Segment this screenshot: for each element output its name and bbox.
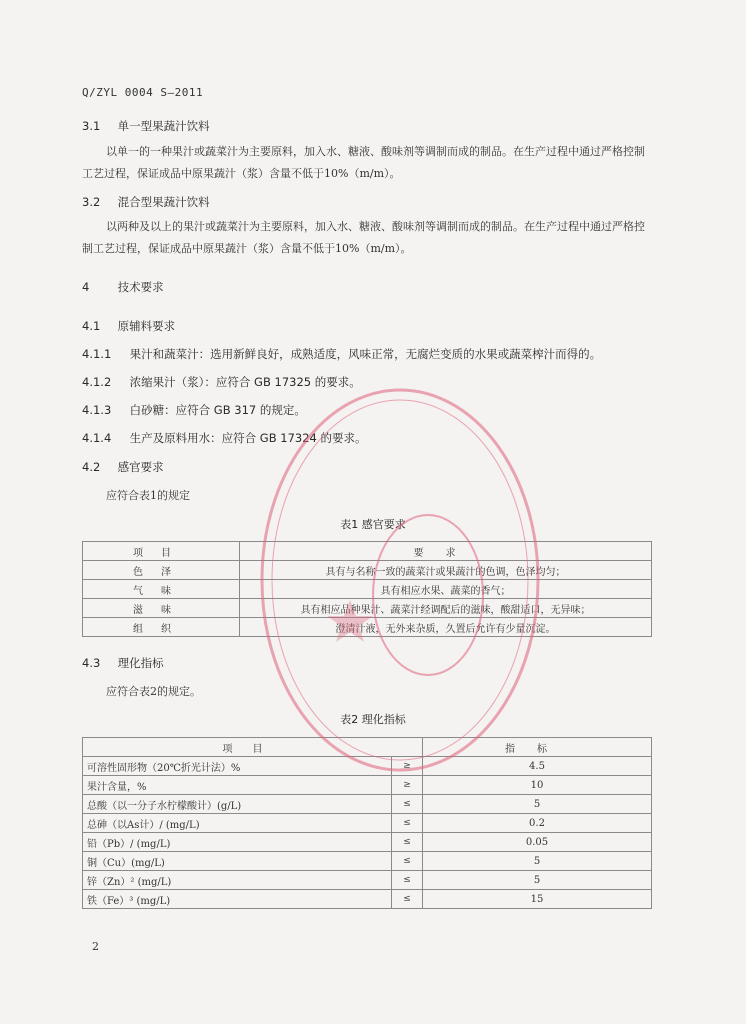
section-number: 4.1 [82, 319, 101, 333]
table-cell: 具有相应品种果汁、蔬菜汁经调配后的滋味，酸甜适口，无异味； [240, 599, 652, 618]
table-cell: 锌（Zn）² (mg/L) [83, 871, 392, 890]
table-row [83, 599, 652, 618]
table-row [83, 618, 652, 637]
section-4-2-heading [82, 459, 164, 475]
section-text: 浓缩果汁（浆）：应符合 GB 17325 的要求。 [129, 375, 361, 389]
table-2-caption: 表2 理化指标 [340, 713, 406, 726]
section-4-2-text: 应符合表1的规定 [106, 489, 190, 502]
table-cell: 色泽 [83, 561, 240, 580]
section-text: 生产及原料用水：应符合 GB 17324 的要求。 [129, 431, 367, 445]
table-cell: 组织 [83, 618, 240, 637]
table-header-cell: 项目 [83, 542, 240, 561]
section-text: 果汁和蔬菜汁：选用新鲜良好，成熟适度，风味正常，无腐烂变质的水果或蔬菜榨汁而得的。 [129, 347, 602, 361]
section-4-3-text: 应符合表2的规定。 [106, 685, 201, 698]
section-4-1-heading [82, 318, 175, 334]
table-cell: ≤ [392, 890, 423, 909]
table-cell: 具有相应水果、蔬菜的香气； [240, 580, 652, 599]
table-cell: 铁（Fe）³ (mg/L) [83, 890, 392, 909]
table-row [83, 561, 652, 580]
table-cell: 总砷（以As计）/ (mg/L) [83, 814, 392, 833]
section-number: 4.1.4 [82, 431, 112, 445]
standard-code: Q/ZYL 0004 S—2011 [82, 86, 204, 99]
section-3-1-text: 以单一的一种果汁或蔬菜汁为主要原料，加入水、糖液、酸味剂等调制而成的制品。在生产过程中通过严格控制工艺过程，保证成品中原果蔬汁（浆）含量不低于10%（m/m）。 [82, 145, 645, 180]
table-cell: ≤ [392, 795, 423, 814]
table-row [83, 757, 652, 776]
section-text: 白砂糖：应符合 GB 317 的规定。 [129, 403, 306, 417]
table-cell: ≥ [392, 776, 423, 795]
section-3-2-text: 以两种及以上的果汁或蔬菜汁为主要原料，加入水、糖液、酸味剂等调制而成的制品。在生产过程中通过严格控制工艺过程，保证成品中原果蔬汁（浆）含量不低于10%（m/m）。 [82, 220, 645, 255]
sensory-requirements-table [82, 541, 652, 637]
table-row [83, 795, 652, 814]
table-cell: 果汁含量，% [83, 776, 392, 795]
page-number: 2 [92, 940, 99, 953]
table-cell: 0.05 [423, 833, 652, 852]
table-cell: 5 [423, 852, 652, 871]
section-title: 混合型果蔬汁饮料 [117, 195, 210, 209]
section-number: 4.3 [82, 656, 101, 670]
table-header-row [83, 542, 652, 561]
section-4-heading [82, 279, 164, 295]
table-cell: 气味 [83, 580, 240, 599]
table-cell: 铅（Pb）/ (mg/L) [83, 833, 392, 852]
table-row [83, 852, 652, 871]
table-cell: 5 [423, 795, 652, 814]
section-number: 4 [82, 280, 90, 294]
section-4-1-4 [82, 430, 367, 446]
table-row [83, 833, 652, 852]
table-cell: 总酸（以一分子水柠檬酸计）(g/L) [83, 795, 392, 814]
section-number: 3.2 [82, 195, 101, 209]
section-4-1-2 [82, 374, 361, 390]
table-header-cell: 要求 [240, 542, 652, 561]
table-cell: 10 [423, 776, 652, 795]
table-row [83, 890, 652, 909]
section-title: 感官要求 [117, 460, 164, 474]
section-number: 3.1 [82, 119, 101, 133]
table-row [83, 814, 652, 833]
section-number: 4.2 [82, 460, 101, 474]
table-cell: 滋味 [83, 599, 240, 618]
table-row [83, 776, 652, 795]
section-4-1-3 [82, 402, 306, 418]
table-cell: 澄清汁液，无外来杂质，久置后允许有少量沉淀。 [240, 618, 652, 637]
table-row [83, 871, 652, 890]
section-title: 理化指标 [117, 656, 164, 670]
table-cell: ≤ [392, 833, 423, 852]
section-title: 单一型果蔬汁饮料 [117, 119, 210, 133]
section-3-2-heading [82, 194, 210, 210]
table-header-cell: 指标 [423, 738, 652, 757]
table-cell: 具有与名称一致的蔬菜汁或果蔬汁的色调，色泽均匀； [240, 561, 652, 580]
table-cell: ≤ [392, 871, 423, 890]
table-header-row [83, 738, 652, 757]
section-title: 原辅料要求 [117, 319, 176, 333]
table-cell: 可溶性固形物（20℃折光计法）% [83, 757, 392, 776]
physicochemical-table [82, 737, 652, 909]
table-cell: ≤ [392, 814, 423, 833]
section-4-3-heading [82, 655, 164, 671]
table-1-caption: 表1 感官要求 [340, 518, 406, 531]
table-cell: 0.2 [423, 814, 652, 833]
section-number: 4.1.3 [82, 403, 112, 417]
section-title: 技术要求 [117, 280, 164, 294]
table-cell: ≥ [392, 757, 423, 776]
section-number: 4.1.2 [82, 375, 112, 389]
table-cell: 15 [423, 890, 652, 909]
table-cell: 铜（Cu）(mg/L) [83, 852, 392, 871]
section-4-1-1 [82, 346, 601, 362]
table-cell: 4.5 [423, 757, 652, 776]
section-3-1-heading [82, 118, 210, 134]
table-header-cell: 项目 [83, 738, 423, 757]
table-cell: ≤ [392, 852, 423, 871]
table-row [83, 580, 652, 599]
table-cell: 5 [423, 871, 652, 890]
section-number: 4.1.1 [82, 347, 112, 361]
